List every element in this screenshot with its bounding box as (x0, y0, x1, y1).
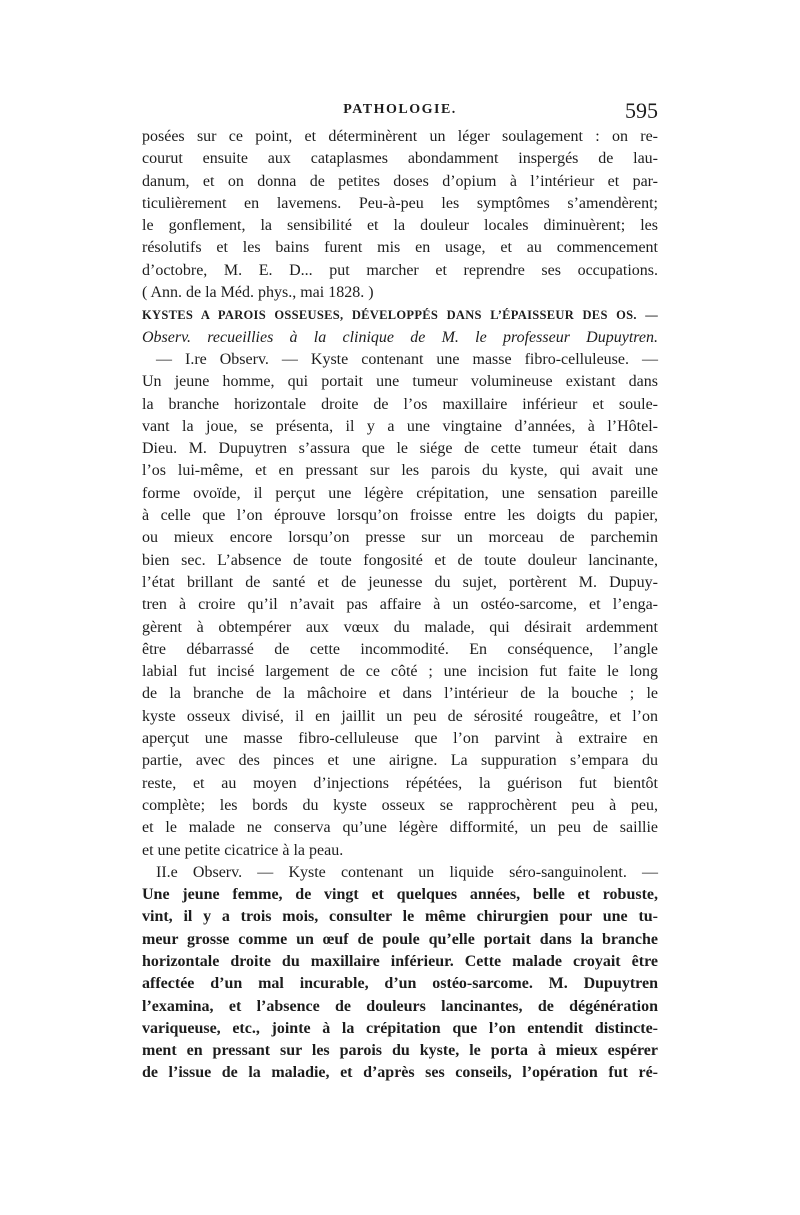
text-line: vant la joue, se présenta, il y a une vingtaine d’années, à l’Hôtel- (142, 417, 658, 435)
text-line: ou mieux encore lorsqu’on presse sur un morceau de parchemin (142, 529, 658, 547)
text-line: Une jeune femme, de vingt et quelques années, belle et robuste, (142, 886, 658, 904)
text-line: l’examina, et l’absence de douleurs lancinantes, de dégénération (142, 997, 658, 1015)
text-line: courut ensuite aux cataplasmes abondamment inspergés de lau- (142, 150, 658, 168)
citation-line: ( Ann. de la Méd. phys., mai 1828. ) (142, 284, 374, 302)
text-line: horizontale droite du maxillaire inférieur. Cette malade croyait être (142, 952, 658, 970)
section-heading: KYSTES A PAROIS OSSEUSES, DÉVELOPPÉS DANS L’ÉPAISSEUR DES OS. — (142, 308, 658, 323)
text-line: de la branche de la mâchoire et dans l’intérieur de la bouche ; le (142, 685, 658, 703)
text-line: résolutifs et les bains furent mis en usage, et au commencement (142, 239, 658, 257)
text-line: tren à croire qu’il n’avait pas affaire à un ostéo-sarcome, et l’enga- (142, 596, 658, 614)
page-number: 595 (625, 98, 658, 123)
text-line: bien sec. L’absence de toute fongosité et de toute douleur lancinante, (142, 551, 658, 569)
text-line: ment en pressant sur les parois du kyste, le porta à mieux espérer (142, 1042, 658, 1060)
text-line: variqueuse, etc., jointe à la crépitation que l’on entendit distincte- (142, 1019, 658, 1037)
text-line: Un jeune homme, qui portait une tumeur volumineuse existant dans (142, 373, 658, 391)
text-line: et le malade ne conserva qu’une légère difformité, un peu de saillie (142, 819, 658, 837)
text-line: posées sur ce point, et déterminèrent un léger soulagement : on re- (142, 128, 658, 145)
text-line: partie, avec des pinces et une airigne. La suppuration s’empara du (142, 752, 658, 770)
text-line: danum, et on donna de petites doses d’opium à l’intérieur et par- (142, 172, 658, 190)
text-line: Dieu. M. Dupuytren s’assura que le siége de cette tumeur était dans (142, 440, 658, 458)
running-head (142, 100, 658, 124)
text-line: être débarrassé de cette incommodité. En conséquence, l’angle (142, 640, 658, 658)
text-line: affectée d’un mal incurable, d’un ostéo-sarcome. M. Dupuytren (142, 975, 658, 993)
text-line: forme ovoïde, il perçut une légère crépitation, une sensation pareille (142, 484, 658, 502)
body-text (142, 126, 658, 1085)
text-line: d’octobre, M. E. D... put marcher et reprendre ses occupations. (142, 261, 658, 279)
text-line: à celle que l’on éprouve lorsqu’on froisse entre les doigts du papier, (142, 507, 658, 525)
text-line: ticulièrement en lavemens. Peu-à-peu les symptômes s’amendèrent; (142, 194, 658, 212)
section-subheading: Observ. recueillies à la clinique de M. le professeur Dupuytren. (142, 328, 658, 346)
text-line: gèrent à obtempérer aux vœux du malade, qui désirait ardemment (142, 618, 658, 636)
text-line: la branche horizontale droite de l’os maxillaire inférieur et soule- (142, 395, 658, 413)
observation-heading-1: — I.re Observ. — Kyste contenant une masse fibro-celluleuse. — (156, 350, 658, 368)
text-line: vint, il y a trois mois, consulter le même chirurgien pour une tu- (142, 908, 658, 926)
running-title: PATHOLOGIE. (343, 102, 457, 117)
text-line: kyste osseux divisé, il en jaillit un peu de sérosité rougeâtre, et l’on (142, 707, 658, 725)
text-line: meur grosse comme un œuf de poule qu’elle portait dans la branche (142, 930, 658, 948)
text-line: labial fut incisé largement de ce côté ; une incision fut faite le long (142, 663, 658, 681)
text-line: aperçut une masse fibro-celluleuse que l’on parvint à extraire en (142, 730, 658, 748)
text-line: et une petite cicatrice à la peau. (142, 841, 344, 859)
text-line: l’os lui-même, et en pressant sur les parois du kyste, qui avait une (142, 462, 658, 480)
observation-heading-2: II.e Observ. — Kyste contenant un liquide séro-sanguinolent. — (156, 863, 658, 881)
text-line: l’état brillant de santé et de jeunesse du sujet, portèrent M. Dupuy- (142, 573, 658, 591)
text-line: complète; les bords du kyste osseux se rapprochèrent peu à peu, (142, 796, 658, 814)
text-line: de l’issue de la maladie, et d’après ses conseils, l’opération fut ré- (142, 1064, 658, 1082)
text-line: le gonflement, la sensibilité et la douleur locales diminuèrent; les (142, 217, 658, 235)
text-line: reste, et au moyen d’injections répétées, la guérison fut bientôt (142, 774, 658, 792)
